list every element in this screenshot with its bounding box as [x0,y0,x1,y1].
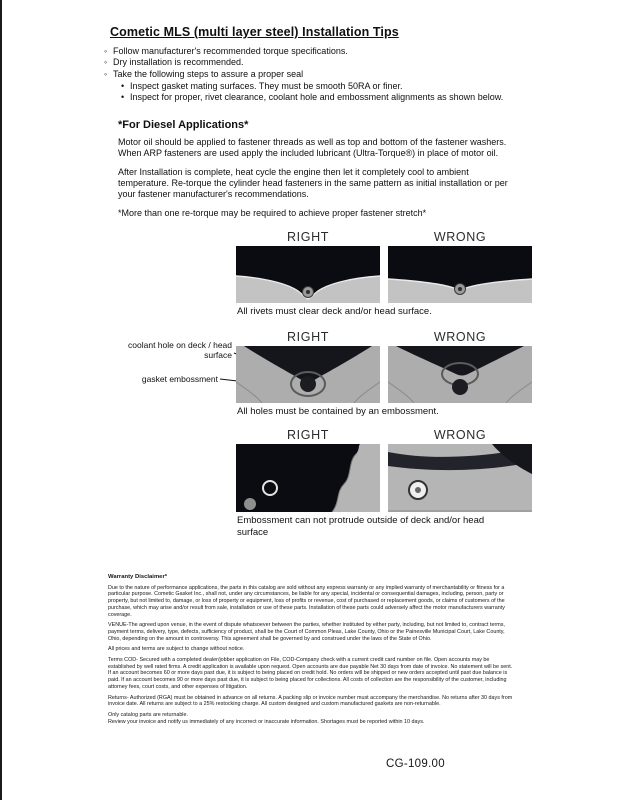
list-item [104,57,524,68]
figure1-right-image [236,246,380,303]
list-item [121,92,531,103]
warranty-disclaimer-heading: Warranty Disclaimer* [108,574,168,580]
document-code: CG-109.00 [386,758,445,770]
figure1-wrong-label: WRONG [433,230,487,244]
figure2-right-label: RIGHT [287,330,329,344]
list-item [104,46,524,57]
diesel-paragraph-2: After Installation is complete, heat cycle the engine then let it completely cool to ambient temperature. Re-torque the cylinder head fasteners in the same pattern as initial installation or per your fastener manufacturer's recommendations. [118,167,508,200]
list-item [104,69,524,80]
figure3-right-image [236,444,380,512]
legal-paragraph: Only catalog parts are returnable. [108,711,189,718]
legal-paragraph: VENUE-The agreed upon venue, in the event of dispute whatsoever between the parties, whether instituted by either party, including, but not limited to, contract terms, payment terms, delivery, type, defects, sufficiency of product, shall be the Court of Common Pleas, Lake County, Ohio or the Painesville Municipal Court, Lake County, Ohio, depending on the amount in controversy. This agreement shall be governed by and construed under the laws of the State of Ohio. [108,622,505,642]
scan-edge-line [0,0,2,800]
figure3-right-label: RIGHT [287,428,329,442]
legal-paragraph: All prices and terms are subject to change without notice. [108,646,245,653]
bullet-text: Inspect gasket mating surfaces. They must be smooth 50RA or finer. [130,81,403,91]
figure3-caption: Embossment can not protrude outside of deck and/or head surface [237,515,485,538]
figure1-right-label: RIGHT [287,230,329,244]
figure2-caption: All holes must be contained by an embossment. [237,406,439,417]
tips-list [104,46,524,80]
figure2-right-image [236,346,380,403]
gasket-embossment-annotation: gasket embossment [141,374,218,384]
legal-paragraph: Review your invoice and notify us immediately of any incorrect or inaccurate information. Shortages must be reported within 10 days. [108,718,425,725]
figure3-wrong-label: WRONG [433,428,487,442]
diesel-paragraph-1: Motor oil should be applied to fastener threads as well as top and bottom of the fastener washers. When ARP fasteners are used apply the included lubricant (Ultra-Torque®) in place of motor oil. [118,137,507,159]
list-item [121,81,531,92]
bullet-text: Inspect for proper, rivet clearance, coolant hole and embossment alignments as shown below. [130,92,504,103]
figure2-wrong-image [388,346,532,403]
coolant-hole-annotation: coolant hole on deck / head surface [128,340,232,360]
tips-sublist [121,81,531,104]
figure1-caption: All rivets must clear deck and/or head surface. [237,306,432,317]
bullet-text: Dry installation is recommended. [113,57,244,68]
page-title: Cometic MLS (multi layer steel) Installation Tips [110,25,399,39]
bullet-text: Take the following steps to assure a proper seal [113,68,304,79]
legal-paragraph: Returns- Authorized (RGA) must be obtained in advance on all returns. A packing slip or invoice number must accompany the merchandise. No returns after 30 days from invoice date. All returns are subject to a 25% restocking charge. All custom designed and custom manufactured gaskets are non-returnable. [108,694,513,708]
diesel-section-heading: *For Diesel Applications* [118,119,249,131]
bullet-text: Follow manufacturer's recommended torque specifications. [113,46,348,56]
legal-paragraph: Terms COD- Secured with a completed dealer/jobber application on File, COD-Company check with a current credit card number on file. Open accounts may be established by well rated firms. A credit application is available upon request. Open accounts are due payable Net 30 days from date of invoice. No statement will be sent. If an account becomes 60 or more days past due, it is subject to being placed on credit hold. No orders will be shipped or new orders accepted until past due balance is paid. If an account becomes 90 or more days past due, it is subject to being placed for collections. All costs of collection are the responsibility of the customer, including attorney fees, court costs, and other expenses of litigation. [108,657,513,690]
figure3-wrong-image [388,444,532,512]
legal-paragraph: Due to the nature of performance applications, the parts in this catalog are sold without any express warranty or any implied warranty of merchantability or fitness for a particular purpose. Cometic Gasket Inc., shall not, under any circumstances, be liable for any special, incidental or consequential damages, including, person, party or property, but not limited to, damage, or loss of property or equipment, loss of profits or revenue, cost of purchased or replacement goods, or claims of customers of the purchase, which may arise and/or result from sale, installation or use of these parts. Installation of these parts could adversely affect the motor manufacturers warranty coverage. [108,584,505,618]
legal-section [108,574,514,729]
figure2-wrong-label: WRONG [433,330,487,344]
retorque-note: *More than one re-torque may be required to achieve proper fastener stretch* [118,208,427,218]
figure1-wrong-image [388,246,532,303]
